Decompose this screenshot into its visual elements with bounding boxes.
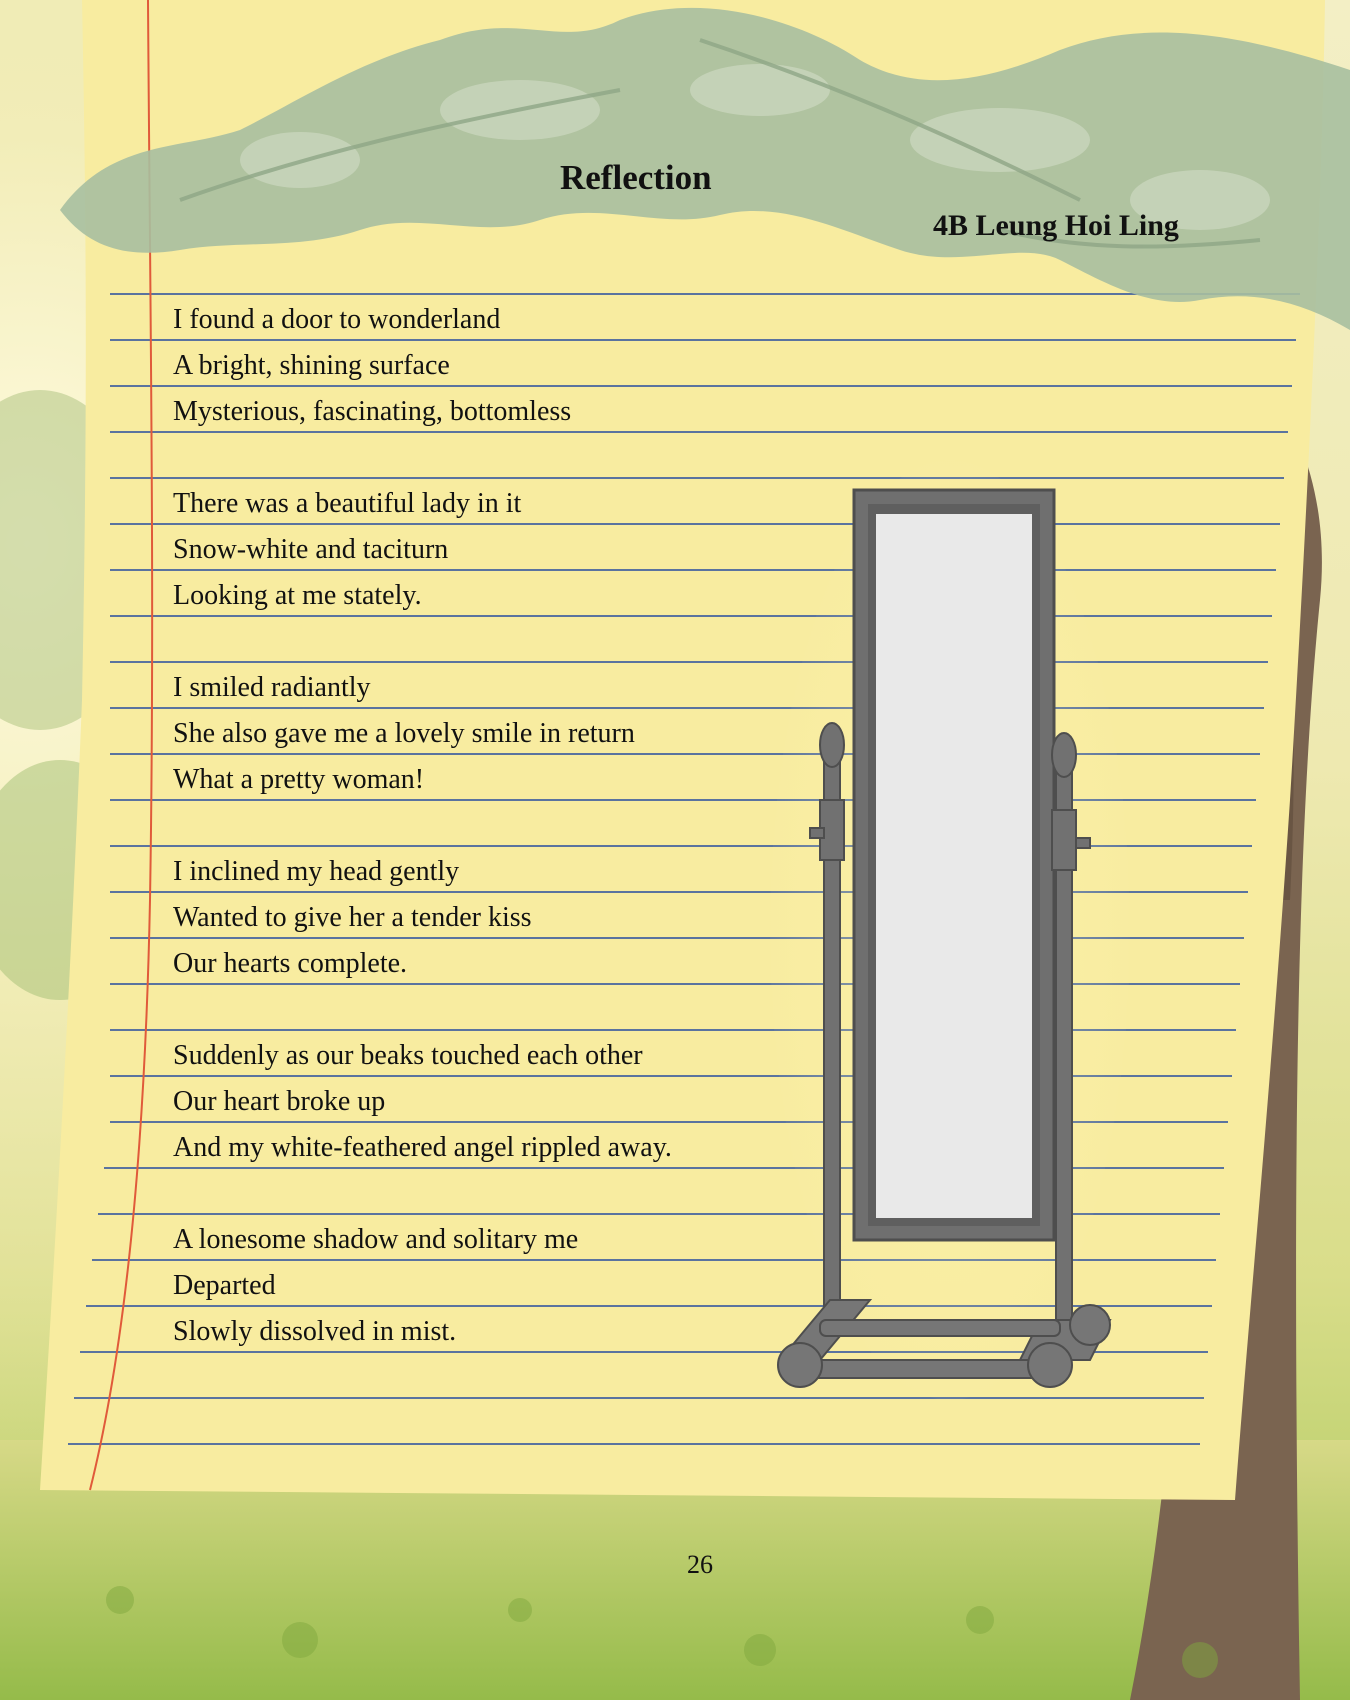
- poem-line: Snow-white and taciturn: [173, 534, 449, 565]
- poem-line: Wanted to give her a tender kiss: [173, 902, 532, 933]
- stanza-break: [173, 438, 813, 484]
- stanza-break: [173, 622, 813, 668]
- poem-line: A lonesome shadow and solitary me: [173, 1224, 579, 1255]
- poem-line: Slowly dissolved in mist.: [173, 1316, 457, 1347]
- poem-title: Reflection: [560, 158, 712, 197]
- poem-line: What a pretty woman!: [173, 764, 425, 795]
- stanza-break: [173, 806, 813, 852]
- poem-line: Our heart broke up: [173, 1086, 386, 1117]
- poem-line: She also gave me a lovely smile in return: [173, 718, 635, 749]
- poem-line: There was a beautiful lady in it: [173, 488, 522, 519]
- poem-line: And my white-feathered angel rippled away.: [173, 1132, 672, 1163]
- page-number: 26: [687, 1550, 713, 1579]
- poem-author: 4B Leung Hoi Ling: [933, 209, 1179, 242]
- poem-body: [173, 300, 813, 1358]
- poem-line: I inclined my head gently: [173, 856, 460, 887]
- poem-line: I smiled radiantly: [173, 672, 371, 703]
- stanza-break: [173, 990, 813, 1036]
- stanza-break: [173, 1174, 813, 1220]
- poem-line: Departed: [173, 1270, 276, 1301]
- poem-line: Suddenly as our beaks touched each other: [173, 1040, 643, 1071]
- poem-line: A bright, shining surface: [173, 350, 450, 381]
- poem-line: Our hearts complete.: [173, 948, 408, 979]
- poem-line: I found a door to wonderland: [173, 304, 501, 335]
- poem-line: Looking at me stately.: [173, 580, 422, 611]
- poem-line: Mysterious, fascinating, bottomless: [173, 396, 572, 427]
